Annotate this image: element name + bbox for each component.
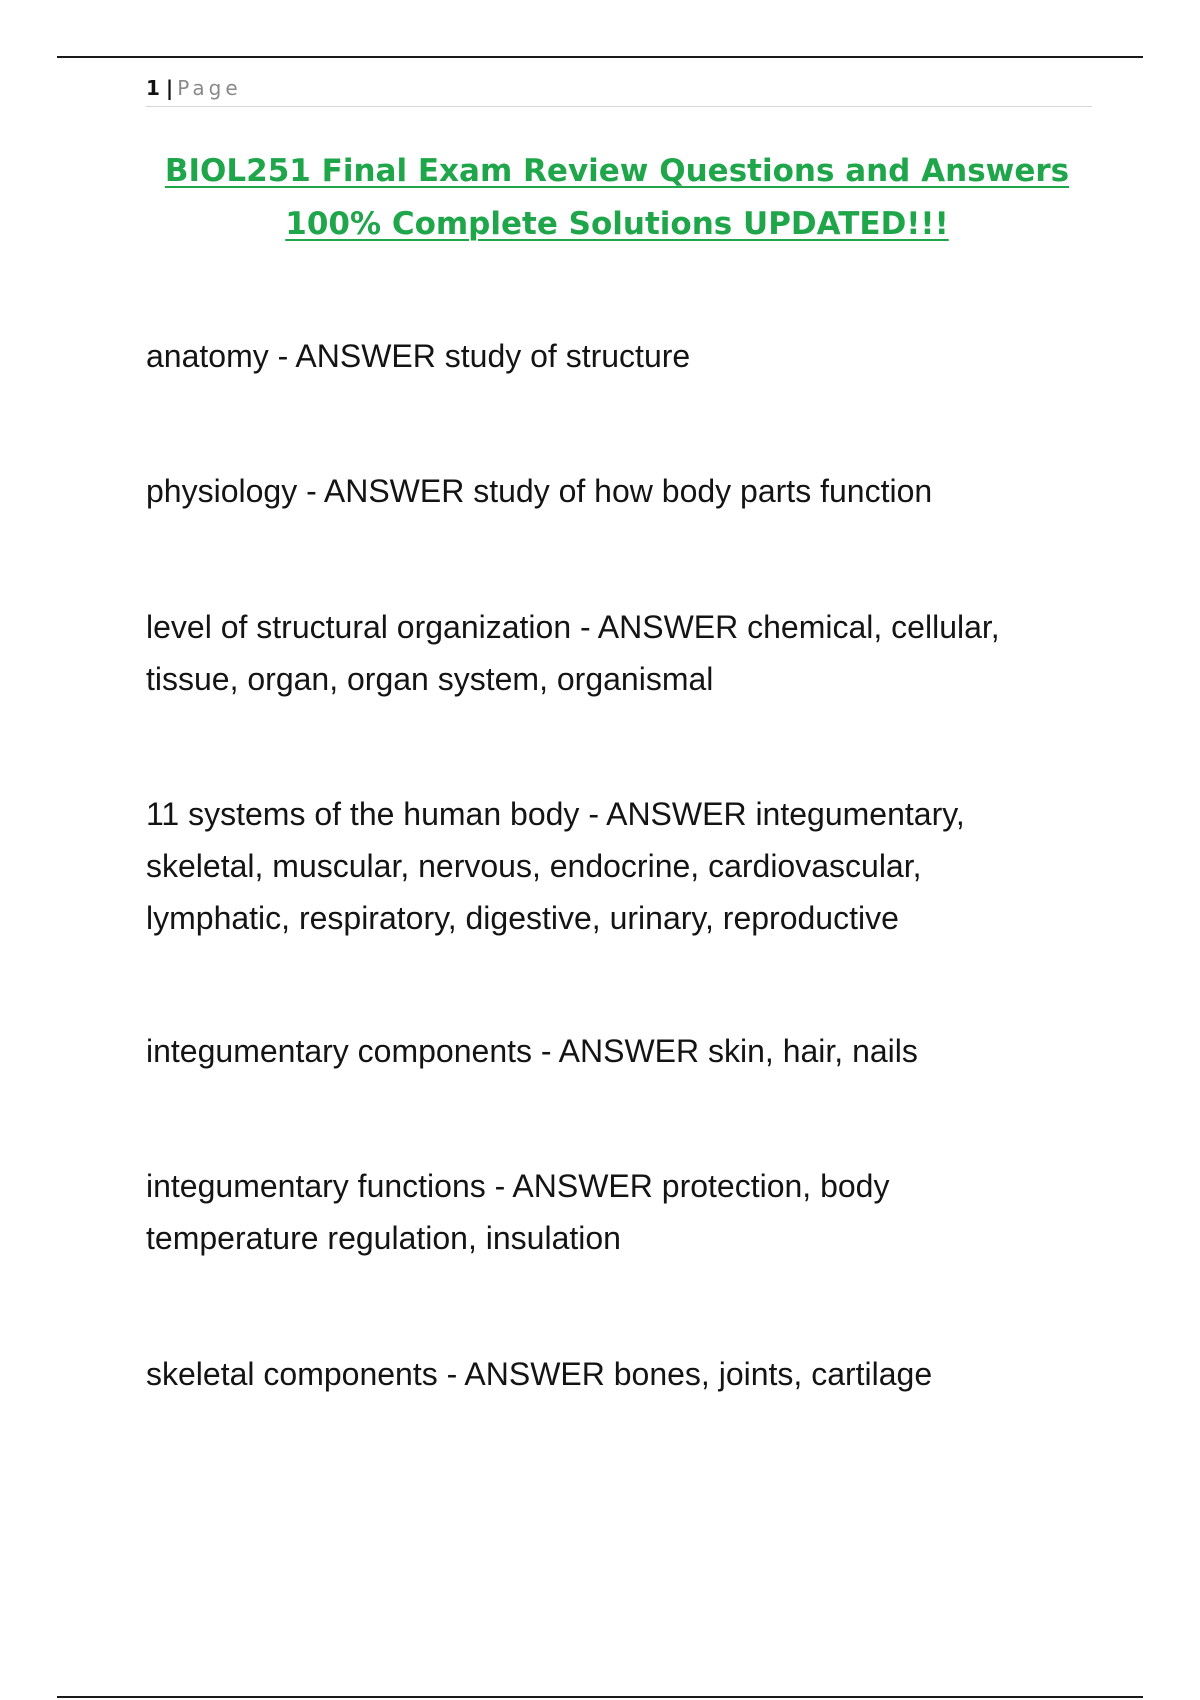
page-separator: | xyxy=(165,76,174,100)
page-header xyxy=(146,74,1092,107)
bottom-rule xyxy=(57,1696,1143,1698)
qa-entry-body-systems: 11 systems of the human body - ANSWER integumentary, skeletal, muscular, nervous, endocrine, cardiovascular, lymphatic, respiratory, digestive, urinary, reproductive xyxy=(146,796,965,936)
qa-entry-structural-organization: level of structural organization - ANSWER chemical, cellular, tissue, organ, organ system, organismal xyxy=(146,609,1000,697)
top-rule xyxy=(57,56,1143,58)
page-number: 1 xyxy=(146,76,160,100)
document-title-line-1: BIOL251 Final Exam Review Questions and Answers xyxy=(164,153,1070,189)
qa-entry-skeletal-components: skeletal components - ANSWER bones, joints, cartilage xyxy=(146,1356,933,1392)
qa-entry-integumentary-components: integumentary components - ANSWER skin, hair, nails xyxy=(146,1033,918,1069)
document-title xyxy=(100,145,1134,251)
qa-entry-physiology: physiology - ANSWER study of how body parts function xyxy=(146,473,933,509)
qa-entry-integumentary-functions: integumentary functions - ANSWER protection, body temperature regulation, insulation xyxy=(146,1168,890,1256)
document-title-line-2: 100% Complete Solutions UPDATED!!! xyxy=(285,206,949,242)
page-label: Page xyxy=(177,76,242,100)
qa-entry-anatomy: anatomy - ANSWER study of structure xyxy=(146,338,691,374)
